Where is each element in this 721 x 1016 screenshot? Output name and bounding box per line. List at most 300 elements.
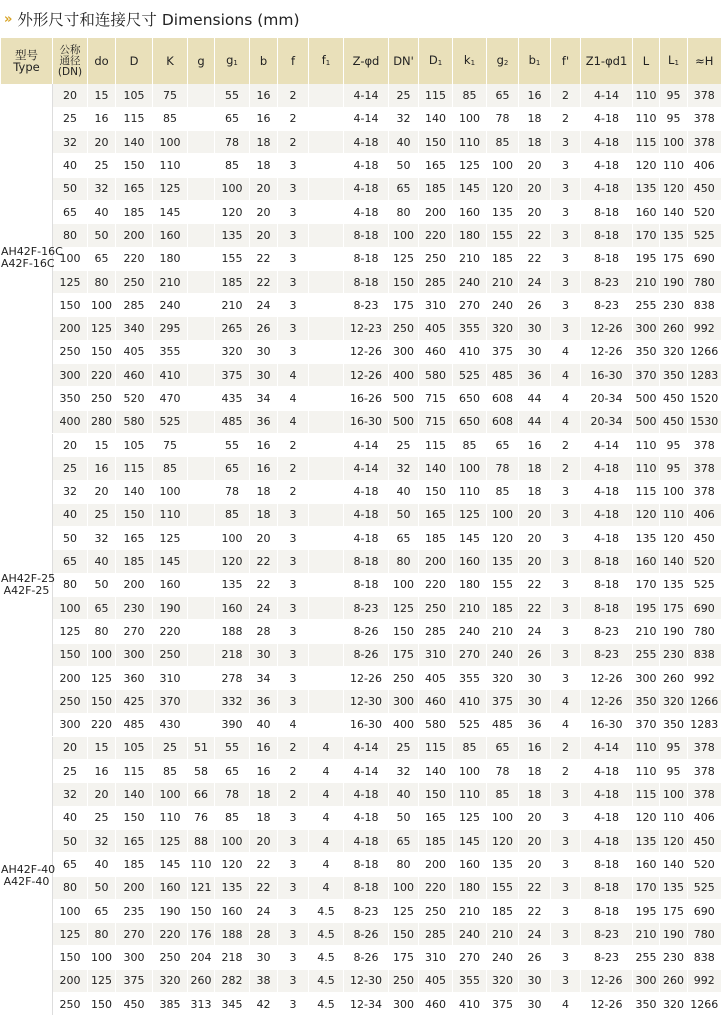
table-cell: 12-26 [344,364,389,387]
table-cell: 320 [153,969,188,992]
table-cell: 140 [660,200,688,223]
table-cell: 85 [153,457,188,480]
table-cell: 20 [519,853,551,876]
table-row [1,946,721,969]
table-cell: 406 [688,503,721,526]
table-cell: 4 [551,387,581,410]
table-cell: 40 [389,480,419,503]
table-cell: 355 [453,666,487,689]
table-cell [309,107,344,130]
table-cell: 400 [389,713,419,736]
table-cell: 3 [551,154,581,177]
table-cell: 8-23 [344,597,389,620]
table-cell: 115 [633,480,660,503]
table-cell: 250 [419,247,453,270]
table-cell: 250 [389,666,419,689]
table-cell: 25 [389,84,419,107]
table-cell: 4-14 [344,760,389,783]
table-cell: 115 [116,457,153,480]
table-cell: 525 [453,364,487,387]
table-cell: 18 [250,480,278,503]
table-row [1,876,721,899]
table-cell: 3 [278,340,309,363]
table-cell: 20 [519,550,551,573]
table-cell [309,573,344,596]
table-cell: 65 [88,597,116,620]
table-cell: 85 [487,480,519,503]
table-cell: 140 [419,760,453,783]
table-cell: 78 [215,783,250,806]
table-cell: 1530 [688,410,721,433]
table-cell: 3 [551,946,581,969]
table-cell: 500 [633,387,660,410]
table-cell: 992 [688,969,721,992]
table-cell: 8-18 [344,224,389,247]
table-cell: 220 [153,620,188,643]
table-cell: 125 [453,154,487,177]
table-cell: 230 [116,597,153,620]
table-cell: 2 [278,84,309,107]
table-cell: 378 [688,736,721,759]
table-cell: 3 [278,224,309,247]
table-cell: 135 [660,224,688,247]
table-cell: 4 [551,713,581,736]
table-cell: 8-23 [344,294,389,317]
table-cell: 450 [688,177,721,200]
table-cell: 4-18 [581,527,633,550]
table-cell: 140 [116,480,153,503]
table-cell: 65 [53,550,88,573]
table-cell: 332 [215,690,250,713]
table-cell: 525 [153,410,188,433]
table-cell: 8-18 [344,247,389,270]
table-cell: 110 [660,806,688,829]
table-cell: 150 [116,154,153,177]
table-cell: 1266 [688,340,721,363]
table-cell: 285 [419,270,453,293]
table-header-row [1,38,721,84]
table-cell [309,154,344,177]
table-cell [188,247,215,270]
table-cell: 4-18 [581,154,633,177]
table-cell: 150 [116,806,153,829]
table-cell: 80 [53,224,88,247]
table-cell: 3 [551,620,581,643]
table-cell: 18 [519,783,551,806]
type-cell: AH42F-16C A42F-16C [1,84,53,433]
table-cell: 485 [487,364,519,387]
table-cell: 2 [278,433,309,456]
table-cell: 12-34 [344,993,389,1016]
table-cell: 405 [419,666,453,689]
table-cell: 210 [453,597,487,620]
table-cell: 218 [215,946,250,969]
table-cell: 155 [487,573,519,596]
table-cell: 4.5 [309,969,344,992]
table-cell: 25 [153,736,188,759]
table-cell: 16-30 [344,713,389,736]
table-cell: 55 [215,84,250,107]
table-cell: 110 [633,107,660,130]
table-cell: 150 [188,899,215,922]
table-cell: 405 [419,969,453,992]
table-cell: 378 [688,131,721,154]
table-cell: 65 [215,760,250,783]
table-cell: 22 [250,270,278,293]
table-cell: 85 [215,154,250,177]
table-cell: 110 [660,503,688,526]
table-cell: 65 [88,247,116,270]
header-dn: 公称 通径 (DN) [53,38,88,84]
table-cell: 650 [453,410,487,433]
table-cell: 310 [153,666,188,689]
table-row [1,200,721,223]
table-cell: 16 [519,736,551,759]
table-cell: 20 [519,177,551,200]
table-cell: 36 [250,690,278,713]
table-cell: 8-18 [344,573,389,596]
table-cell: 250 [88,387,116,410]
table-cell: 180 [453,573,487,596]
table-cell: 50 [53,527,88,550]
table-cell [309,457,344,480]
table-cell: 110 [153,503,188,526]
table-cell: 8-26 [344,946,389,969]
table-cell: 188 [215,923,250,946]
table-cell: 12-26 [581,690,633,713]
table-cell: 350 [633,993,660,1016]
table-cell: 4-18 [344,200,389,223]
table-cell: 485 [215,410,250,433]
table-cell: 3 [551,899,581,922]
table-cell: 12-26 [581,317,633,340]
table-cell: 110 [633,84,660,107]
table-cell: 3 [551,666,581,689]
table-cell: 2 [551,84,581,107]
table-cell: 115 [116,107,153,130]
table-cell: 450 [688,830,721,853]
table-cell: 200 [53,666,88,689]
table-cell: 20-34 [581,410,633,433]
table-cell: 32 [389,457,419,480]
table-cell: 8-18 [344,270,389,293]
table-cell [188,573,215,596]
table-cell: 12-30 [344,969,389,992]
table-cell: 30 [519,666,551,689]
table-cell: 20 [250,830,278,853]
table-cell: 410 [153,364,188,387]
table-cell: 200 [419,550,453,573]
table-cell: 520 [116,387,153,410]
table-cell: 355 [153,340,188,363]
table-cell: 4-14 [344,84,389,107]
table-cell: 125 [453,503,487,526]
table-cell: 4 [309,783,344,806]
table-cell: 165 [419,503,453,526]
table-cell: 135 [215,224,250,247]
table-cell: 85 [153,107,188,130]
table-row [1,131,721,154]
table-cell: 185 [487,899,519,922]
table-cell: 4-18 [581,830,633,853]
table-cell: 4-18 [344,480,389,503]
table-cell: 4-18 [581,503,633,526]
table-cell: 135 [487,200,519,223]
table-cell: 3 [551,317,581,340]
table-cell: 125 [389,247,419,270]
table-cell: 16 [250,107,278,130]
table-cell: 250 [389,317,419,340]
table-cell: 18 [250,783,278,806]
table-cell: 992 [688,317,721,340]
table-cell: 185 [419,527,453,550]
table-cell: 125 [389,597,419,620]
table-cell: 4-18 [344,131,389,154]
table-cell [309,294,344,317]
table-cell: 2 [278,131,309,154]
table-cell: 105 [116,433,153,456]
table-cell: 150 [116,503,153,526]
table-cell: 36 [250,410,278,433]
table-cell: 4-14 [344,107,389,130]
table-cell: 240 [453,270,487,293]
table-cell: 115 [633,131,660,154]
table-cell: 400 [53,410,88,433]
table-cell: 210 [487,270,519,293]
header-b: b [250,38,278,84]
table-cell: 195 [633,247,660,270]
table-cell: 220 [419,876,453,899]
table-cell: 8-18 [581,573,633,596]
table-cell: 100 [453,107,487,130]
table-cell [309,224,344,247]
table-cell [309,410,344,433]
table-cell: 110 [188,853,215,876]
table-cell: 85 [215,806,250,829]
table-cell [309,480,344,503]
table-cell: 135 [633,177,660,200]
table-cell: 230 [660,294,688,317]
table-cell: 26 [250,317,278,340]
table-cell: 176 [188,923,215,946]
table-cell: 210 [153,270,188,293]
header-D: D [116,38,153,84]
table-cell: 165 [419,806,453,829]
table-cell: 32 [389,760,419,783]
table-cell: 378 [688,760,721,783]
table-cell: 100 [153,480,188,503]
table-cell: 270 [453,946,487,969]
table-cell: 240 [487,946,519,969]
table-cell: 2 [278,107,309,130]
table-cell: 32 [53,480,88,503]
table-cell: 50 [389,806,419,829]
table-cell: 500 [389,387,419,410]
table-cell: 145 [453,527,487,550]
table-cell: 120 [487,527,519,550]
table-cell: 240 [487,643,519,666]
table-row [1,923,721,946]
table-cell: 4 [278,410,309,433]
table-cell: 350 [633,690,660,713]
table-cell: 20 [519,503,551,526]
table-row [1,294,721,317]
table-cell: 121 [188,876,215,899]
table-cell: 190 [660,923,688,946]
table-cell [309,550,344,573]
table-cell: 165 [116,177,153,200]
table-cell: 4 [309,830,344,853]
table-cell: 160 [633,550,660,573]
table-cell: 100 [153,783,188,806]
table-cell: 150 [389,923,419,946]
table-cell: 185 [487,247,519,270]
table-cell: 100 [215,177,250,200]
table-cell: 110 [633,736,660,759]
table-cell: 50 [53,177,88,200]
table-cell [188,597,215,620]
table-cell [188,480,215,503]
table-cell: 278 [215,666,250,689]
table-cell: 4 [551,993,581,1016]
table-cell: 40 [88,550,116,573]
table-cell: 34 [250,387,278,410]
table-cell: 3 [278,527,309,550]
table-row [1,993,721,1016]
table-cell: 210 [453,247,487,270]
table-cell: 525 [688,224,721,247]
table-cell: 4-14 [581,433,633,456]
table-row [1,457,721,480]
table-cell: 100 [487,806,519,829]
table-cell: 115 [419,433,453,456]
table-cell: 3 [278,154,309,177]
table-cell: 4 [551,340,581,363]
header-b1: $b_1$ [519,38,551,84]
table-cell: 50 [88,573,116,596]
table-cell: 18 [519,107,551,130]
table-cell: 40 [389,783,419,806]
table-cell [309,200,344,223]
table-cell: 320 [487,969,519,992]
table-cell: 16 [250,736,278,759]
table-cell [188,154,215,177]
table-cell [309,84,344,107]
table-cell: 55 [215,736,250,759]
table-cell: 24 [250,899,278,922]
table-cell: 190 [153,899,188,922]
table-row [1,830,721,853]
table-cell: 355 [453,969,487,992]
table-cell: 22 [519,876,551,899]
table-cell: 51 [188,736,215,759]
table-cell: 378 [688,84,721,107]
table-cell: 20 [88,783,116,806]
table-cell: 42 [250,993,278,1016]
table-cell: 200 [116,573,153,596]
table-cell: 4 [309,876,344,899]
table-cell [188,410,215,433]
table-cell: 30 [519,317,551,340]
table-cell: 4-14 [344,457,389,480]
table-cell: 410 [453,340,487,363]
table-cell: 4.5 [309,899,344,922]
table-cell: 15 [88,433,116,456]
table-cell: 12-26 [581,969,633,992]
table-cell: 8-18 [344,876,389,899]
table-cell: 3 [278,294,309,317]
table-cell: 20 [250,224,278,247]
table-cell: 240 [487,294,519,317]
table-cell: 313 [188,993,215,1016]
table-cell [188,200,215,223]
table-row [1,527,721,550]
table-cell [309,666,344,689]
table-cell: 230 [660,643,688,666]
table-cell: 140 [419,457,453,480]
table-cell: 125 [153,177,188,200]
table-cell: 100 [453,457,487,480]
header-g: g [188,38,215,84]
table-cell: 75 [153,84,188,107]
table-cell [309,387,344,410]
table-cell: 26 [519,643,551,666]
table-cell: 170 [633,224,660,247]
header-g1: $g_1$ [215,38,250,84]
table-cell: 4-18 [344,177,389,200]
table-cell: 30 [250,946,278,969]
header-D1: $D_1$ [419,38,453,84]
table-cell: 120 [633,154,660,177]
table-cell: 3 [551,830,581,853]
table-cell: 85 [453,736,487,759]
table-cell: 135 [633,830,660,853]
table-cell: 265 [215,317,250,340]
table-cell: 255 [633,294,660,317]
table-row [1,224,721,247]
header-f-prime: f' [551,38,581,84]
table-cell: 16 [250,457,278,480]
table-cell: 18 [250,503,278,526]
table-cell: 160 [215,899,250,922]
table-cell: 40 [53,154,88,177]
table-row [1,387,721,410]
table-cell: 1283 [688,364,721,387]
table-cell: 22 [250,853,278,876]
table-cell: 350 [633,340,660,363]
table-cell: 345 [215,993,250,1016]
table-cell: 1266 [688,993,721,1016]
table-cell: 160 [453,200,487,223]
table-cell: 95 [660,433,688,456]
table-cell: 250 [153,946,188,969]
table-cell: 410 [453,690,487,713]
table-cell: 16-30 [581,713,633,736]
table-row [1,107,721,130]
table-cell: 190 [660,270,688,293]
table-cell: 65 [487,84,519,107]
table-cell: 78 [215,480,250,503]
table-cell: 3 [278,177,309,200]
table-cell: 44 [519,410,551,433]
table-cell [188,690,215,713]
table-cell: 22 [519,597,551,620]
table-cell: 210 [487,923,519,946]
table-row [1,270,721,293]
table-cell: 115 [419,84,453,107]
table-cell: 20 [53,84,88,107]
table-cell: 110 [453,783,487,806]
